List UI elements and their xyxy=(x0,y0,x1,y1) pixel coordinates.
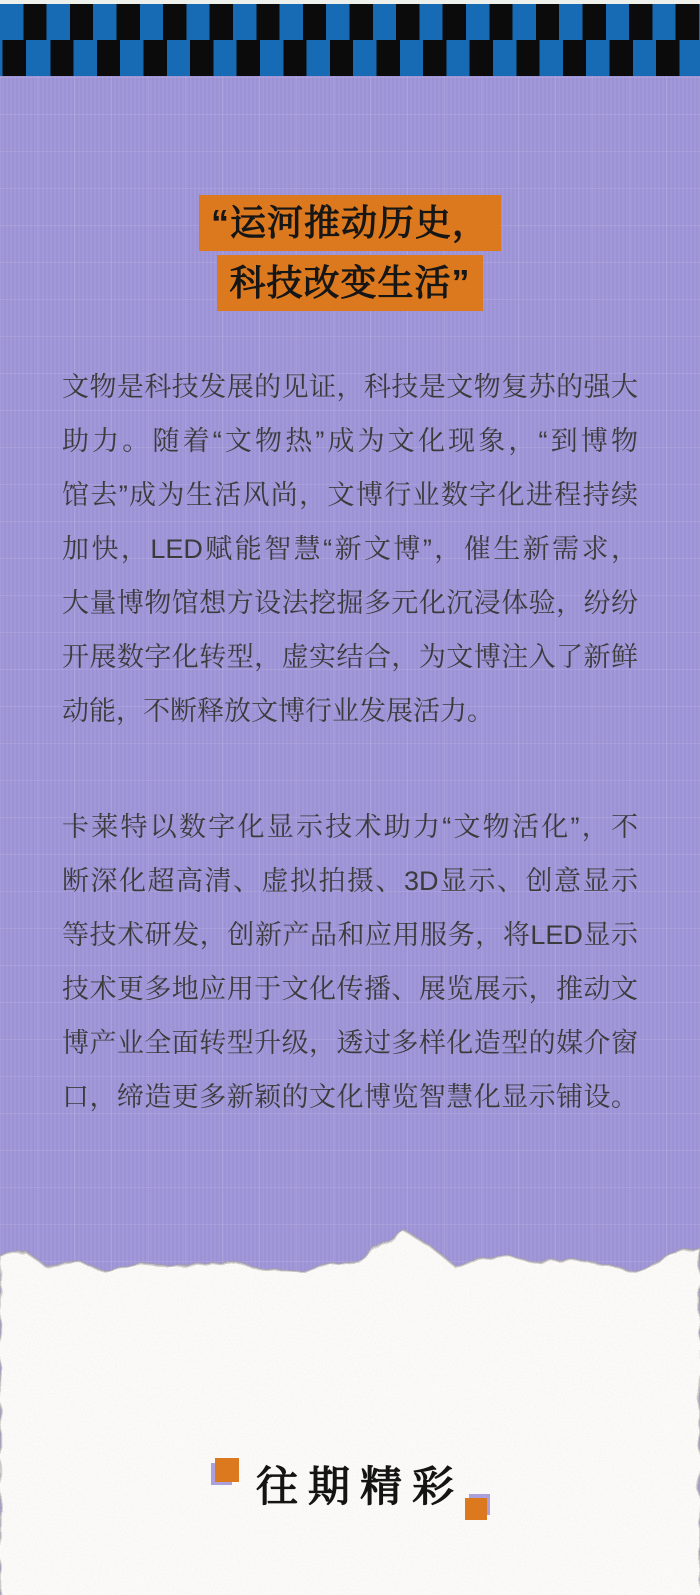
article-title xyxy=(0,195,700,311)
paragraph-2-line: 博产业全面转型升级，透过多样化造型的媒介窗 xyxy=(62,1028,638,1058)
right-marker-orange-square xyxy=(465,1498,487,1520)
paragraph-2-line: 等技术研发，创新产品和应用服务，将LED显示 xyxy=(62,920,638,950)
footer-section xyxy=(0,1440,700,1560)
paragraph-2-line: 口，缔造更多新颖的文化博览智慧化显示铺设。 xyxy=(62,1082,638,1112)
checkerboard-banner xyxy=(0,4,700,76)
paragraph-1-line: 助力。随着“文物热”成为文化现象，“到博物 xyxy=(62,426,638,456)
paragraph-2-line: 卡莱特以数字化显示技术助力“文物活化”，不 xyxy=(62,812,638,842)
checkerboard-row-top xyxy=(0,4,700,40)
paragraph-1-line: 馆去”成为生活风尚，文博行业数字化进程持续 xyxy=(62,480,638,510)
title-line-2: 科技改变生活” xyxy=(217,255,482,311)
title-line-1: “运河推动历史， xyxy=(199,195,501,251)
paragraph-2-line: 技术更多地应用于文化传播、展览展示，推动文 xyxy=(62,974,638,1004)
paragraph-2 xyxy=(62,800,638,1124)
paragraph-1-line: 大量博物馆想方设法挖掘多元化沉浸体验，纷纷 xyxy=(62,588,638,618)
footer-heading: 往期精彩 xyxy=(256,1463,465,1510)
checkerboard-row-bottom xyxy=(0,40,700,76)
paragraph-1 xyxy=(62,360,638,738)
paragraph-1-line: 开展数字化转型，虚实结合，为文博注入了新鲜 xyxy=(62,642,638,672)
paragraph-1-line: 动能，不断释放文博行业发展活力。 xyxy=(62,696,494,726)
paragraph-1-line: 文物是科技发展的见证，科技是文物复苏的强大 xyxy=(62,372,638,402)
left-marker-orange-square xyxy=(215,1458,239,1482)
paragraph-2-line: 断深化超高清、虚拟拍摄、3D显示、创意显示 xyxy=(62,866,638,896)
paragraph-1-line: 加快，LED赋能智慧“新文博”，催生新需求， xyxy=(62,534,638,564)
